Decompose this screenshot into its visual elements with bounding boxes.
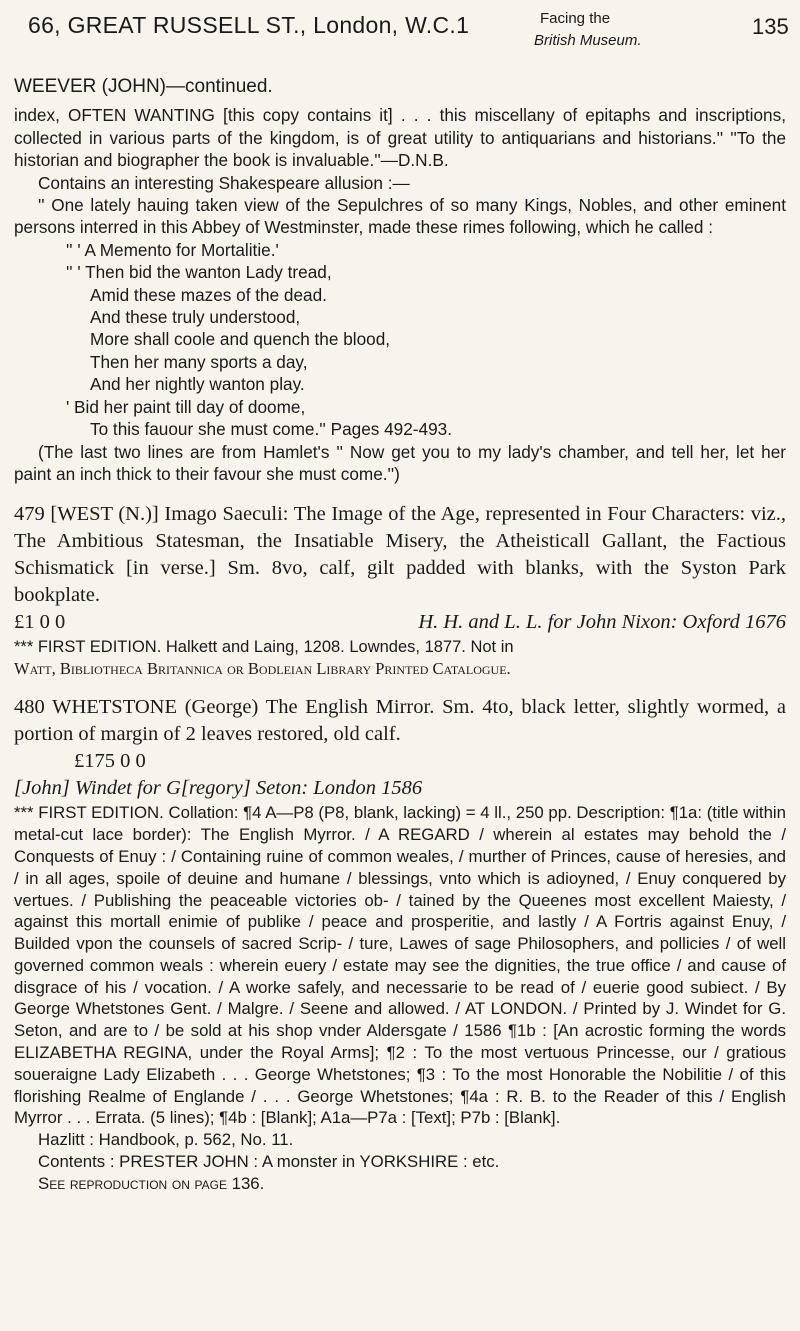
header-facing: Facing the [540,10,611,27]
entry-479-imprint: H. H. and L. L. for John Nixon: Oxford 1676 [418,611,786,634]
entry-weever-note: (The last two lines are from Hamlet's '' Now get you to my lady's chamber, and tell her, let her paint an inch thick to their favour she must come.'') [14,441,786,484]
entry-480-see: See reproduction on page 136. [38,1173,265,1193]
entry-479-refs: Watt, Bibliotheca Britannica or Bodleian Library Printed Catalogue. [14,659,511,679]
page-number: 135 [752,14,789,39]
poem-line: ' Bid her paint till day of doome, [66,396,306,417]
poem-line: '' ' Then bid the wanton Lady tread, [66,262,332,283]
entry-480-lead: 480 WHETSTONE (George) The English Mirror. Sm. 4to, black letter, slightly wormed, a portion of margin of 2 leaves restored, old calf. [14,696,786,746]
entry-479 [14,501,786,680]
entry-weever [14,76,786,485]
poem-line: '' ' A Memento for Mortalitie.' [66,239,279,260]
poem [14,239,786,441]
entry-480-body: *** FIRST EDITION. Collation: ¶4 A—P8 (P8, blank, lacking) = 4 ll., 250 pp. Description: ¶1a: (title within metal-cut lace border): The English Myrror. / A REGARD / wherein al estates may behold the / Conquests of Enuy : / Containing ruine of common weales, / murther of Princes, cause of heresies, and / in all ages, spoile of deuine and humane / blessings, vnto which is adioyned, / Enuy conquered by vertues. / Publishing the peaceable victories ob- / tained by the Queenes most excellent Maiesty, / against this mortall enimie of publike / peace and prosperitie, and lastly / A Fortris against Enuy, / Builded vpon the counsels of sacred Scrip- / ture, Lawes of sage Philosophers, and pollicies / of well governed common weals : wherein euery / estate may see the dignities, the true office / and cause of disgrace of his / vocation. / A worke safely, and necessarie to be read of / euerie good subiect. / By George Whetstones Gent. / Malgre. / Seene and allowed. / AT LONDON. / Printed by J. Windet for G. Seton, and are to / be sold at his shop vnder Aldersgate / 1586 ¶1b : [An acrostic forming the words ELIZABETHA REGINA, under the Royal Arms]; ¶2 : To the most vertuous Princesse, our / gratious soueraigne Lady Elizabeth . . . George Whetstones; ¶3 : To the most Honorable the Nobilitie / of this florishing Realme of Englande / . . . George Whetstones; ¶4a : R. B. to the Reader of this / English Myrror . . . Errata. (5 lines); ¶4b : [Blank]; A1a—P7a : [Text]; P7b : [Blank]. [14,803,786,1128]
entry-480 [14,694,786,1194]
entry-479-price-line [14,609,786,636]
entry-479-text: 479 [WEST (N.)] Imago Saeculi: The Image of the Age, represented in Four Characters: viz., The Ambitious Statesman, the Insatiable Misery, the Atheisticall Gallant, the Factious Schismatick [in verse.] Sm. 8vo, calf, gilt padded with blanks, with the Syston Park bookplate. [14,503,786,607]
entry-480-hazlitt: Hazlitt : Handbook, p. 562, No. 11. [38,1130,294,1150]
page-header [14,0,789,70]
entry-weever-description: index, OFTEN WANTING [this copy contains it] . . . this miscellany of epitaphs and inscriptions, collected in various parts of the kingdom, is of great utility to antiquarians and historians.'' ''To the historian and biographer the book is invaluable.''—D.N.B. [14,105,786,171]
entry-479-price: £1 0 0 [14,611,66,634]
poem-line: Then her many sports a day, [90,351,308,372]
entry-weever-quote: '' One lately hauing taken view of the Sepulchres of so many Kings, Nobles, and other eminent persons interred in this Abbey of Westminster, made these rimes following, which he called : [14,195,786,238]
entry-weever-allusion: Contains an interesting Shakespeare allusion :— [38,172,410,193]
entry-weever-title: WEEVER (JOHN)—continued. [14,76,273,97]
poem-line: And her nightly wanton play. [90,374,305,395]
poem-line: Amid these mazes of the dead. [90,284,327,305]
poem-line: To this fauour she must come.'' Pages 492-493. [90,419,452,440]
poem-line: And these truly understood, [90,307,301,328]
entry-480-imprint: [John] Windet for G[regory] Seton: London 1586 [14,777,423,800]
entry-479-edition: *** FIRST EDITION. Halkett and Laing, 1208. Lowndes, 1877. Not in [14,638,514,657]
entry-480-price: £175 0 0 [74,750,146,773]
header-museum: British Museum. [534,32,642,49]
header-address: 66, GREAT RUSSELL ST., London, W.C.1 [28,12,470,38]
poem-line: More shall coole and quench the blood, [90,329,391,350]
entry-480-contents: Contents : PRESTER JOHN : A monster in YORKSHIRE : etc. [38,1152,500,1172]
